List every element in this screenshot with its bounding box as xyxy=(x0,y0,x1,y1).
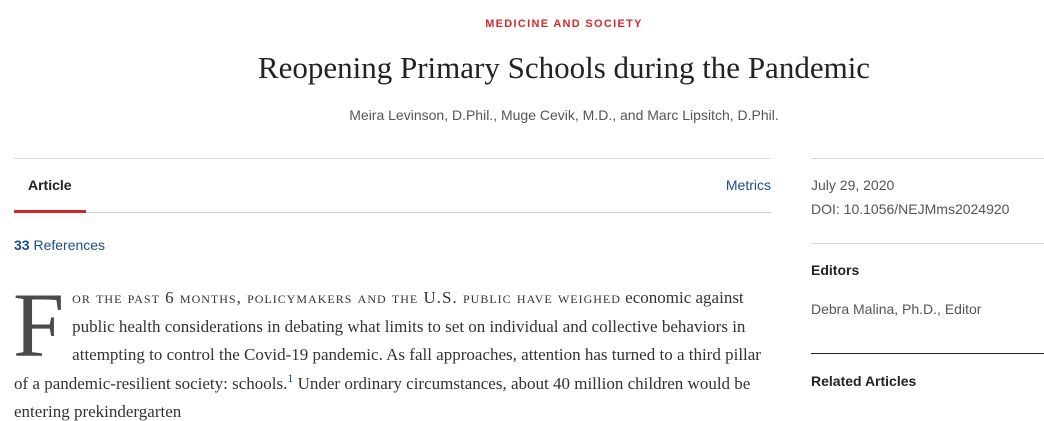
body-paragraph-continuation: Under ordinary circumstances, about 40 million children would be entering prekindergarten xyxy=(14,373,751,421)
editors-heading: Editors xyxy=(811,262,860,278)
related-divider xyxy=(811,353,1044,354)
doi-text: DOI: 10.1056/NEJMms2024920 xyxy=(811,201,1010,217)
body-paragraph-text: economic against public health considerations in debating what limits to set on individual and collective behaviors in attempting to control the Covid-19 pandemic. As fall approaches, attention has turned to a third pillar of a pandemic-resilient society: schools. xyxy=(14,288,761,393)
references-label: References xyxy=(33,237,106,253)
main-top-divider xyxy=(14,158,771,159)
lead-in-smallcaps: or the past 6 months, policymakers and the U.S. public have weighed xyxy=(72,288,621,307)
footnote-reference[interactable]: 1 xyxy=(287,370,294,385)
editor-name: Debra Malina, Ph.D., Editor xyxy=(811,301,982,317)
active-tab-indicator xyxy=(14,210,86,213)
references-link[interactable] xyxy=(14,237,105,253)
drop-cap: F xyxy=(13,274,65,376)
article-authors: Meira Levinson, D.Phil., Muge Cevik, M.D., and Marc Lipsitch, D.Phil. xyxy=(349,107,779,123)
tab-metrics[interactable]: Metrics xyxy=(725,177,771,193)
publication-date: July 29, 2020 xyxy=(811,177,895,193)
sidebar-top-divider xyxy=(811,158,1044,159)
article-title: Reopening Primary Schools during the Pandemic xyxy=(257,50,871,85)
sidebar-divider xyxy=(811,243,1044,244)
article-body xyxy=(13,274,771,421)
tab-bar-divider xyxy=(14,212,771,213)
related-articles-heading: Related Articles xyxy=(811,373,917,389)
tab-article[interactable]: Article xyxy=(28,177,72,193)
references-count: 33 xyxy=(14,237,30,253)
section-label[interactable]: MEDICINE AND SOCIETY xyxy=(485,18,643,30)
